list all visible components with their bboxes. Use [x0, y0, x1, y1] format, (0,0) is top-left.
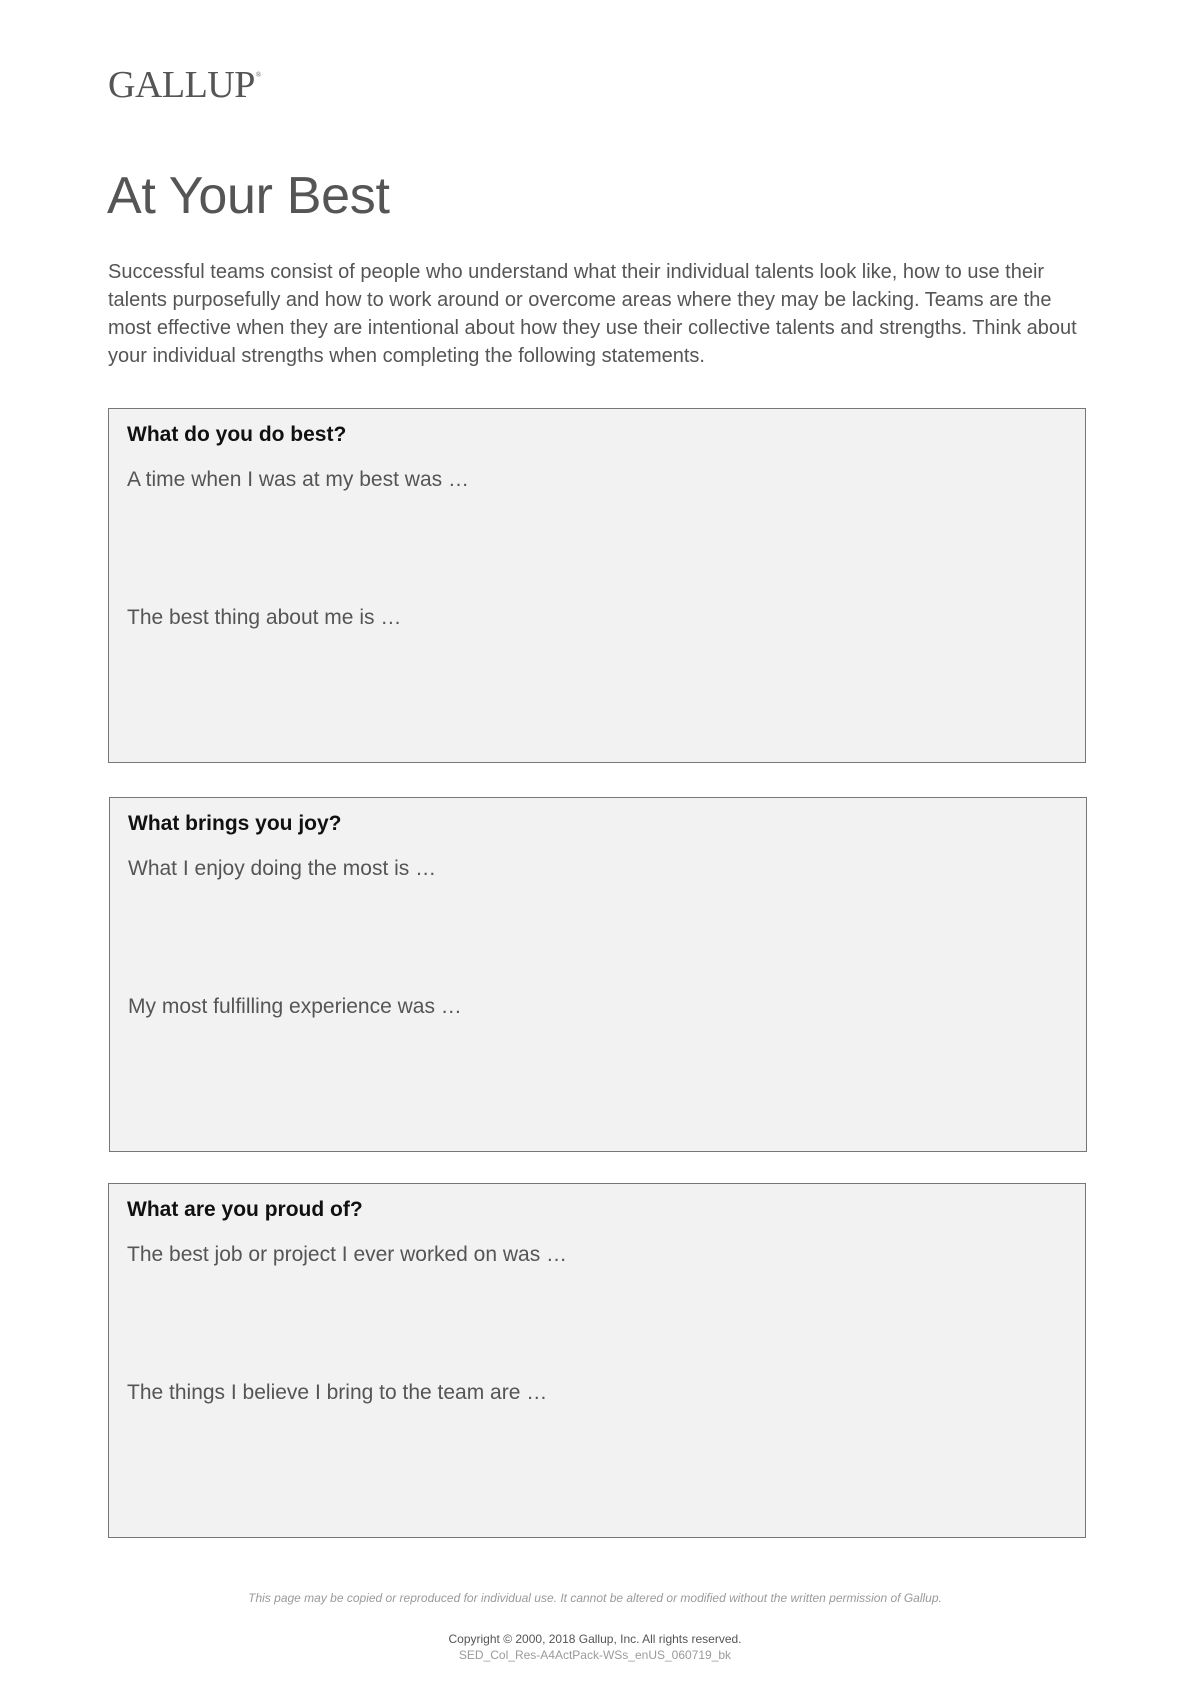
registered-mark: ®	[255, 71, 261, 79]
logo-wordmark: GALLUP	[108, 64, 255, 106]
best-section-card	[108, 408, 1086, 763]
prompt-best-thing: The best thing about me is …	[127, 606, 402, 629]
prompt-bring-to-team: The things I believe I bring to the team are …	[127, 1381, 548, 1404]
usage-note: This page may be copied or reproduced for individual use. It cannot be altered or modified without the written permission of Gallup.	[248, 1591, 942, 1605]
intro-paragraph: Successful teams consist of people who understand what their individual talents look like, how to use their talents purposefully and how to work around or overcome areas where they may be lacking. Teams are the most effective when they are intentional about how they use their collective talents and strengths. Think about your individual strengths when completing the following statements.	[108, 261, 1077, 367]
prompt-enjoy-most: What I enjoy doing the most is …	[128, 857, 437, 880]
prompt-best-project: The best job or project I ever worked on was …	[127, 1243, 568, 1266]
proud-section-card	[108, 1183, 1086, 1538]
section-heading: What are you proud of?	[127, 1198, 363, 1221]
prompt-fulfilling-experience: My most fulfilling experience was …	[128, 995, 462, 1018]
section-heading: What do you do best?	[127, 423, 347, 446]
copyright-text: Copyright © 2000, 2018 Gallup, Inc. All rights reserved.	[448, 1632, 742, 1646]
gallup-logo	[108, 66, 261, 104]
document-code: SED_Col_Res-A4ActPack-WSs_enUS_060719_bk	[458, 1648, 732, 1662]
page-title: At Your Best	[107, 167, 390, 225]
prompt-best-time: A time when I was at my best was …	[127, 468, 469, 491]
joy-section-card	[109, 797, 1087, 1152]
section-heading: What brings you joy?	[128, 812, 342, 835]
